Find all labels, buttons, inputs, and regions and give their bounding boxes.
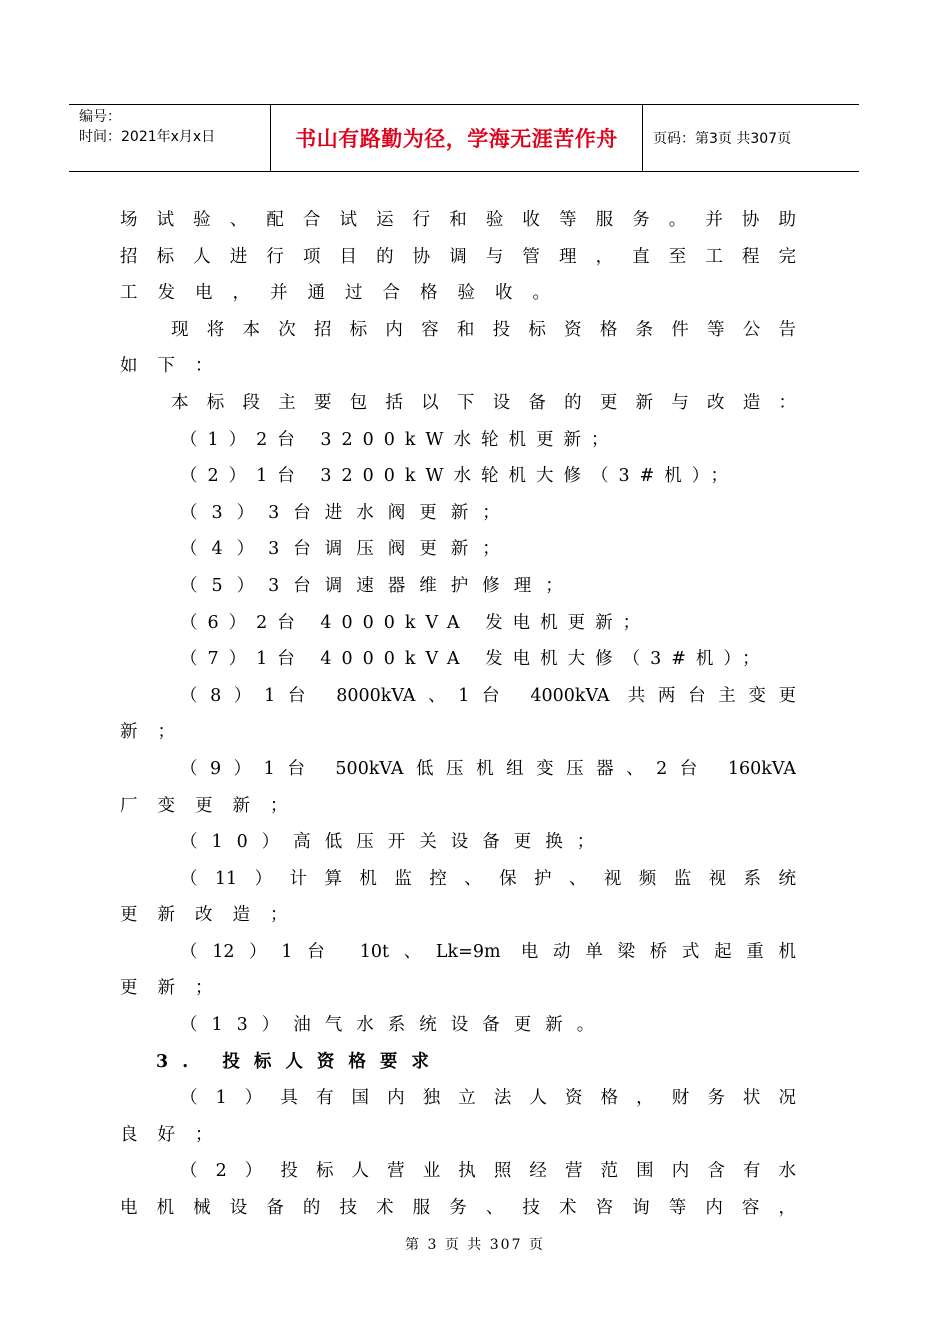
body-line: 电机械设备的技术服务、技术咨询等内容， <box>120 1198 796 1219</box>
body-line: （5）3台调速器维护修理； <box>180 575 577 596</box>
document-body <box>120 202 796 1227</box>
body-line: （10）高低压开关设备更换； <box>180 832 609 853</box>
body-line: （12）1台 10t、Lk=9m 电动单梁桥式起重机 <box>180 941 796 962</box>
body-line: （1）具有国内独立法人资格，财务状况 <box>180 1088 796 1109</box>
body-line: （1）2台 3200kW水轮机更新； <box>180 429 619 450</box>
body-line: （4）3台调压阀更新； <box>180 539 514 560</box>
body-line: 现将本次招标内容和投标资格条件等公告 <box>171 319 796 340</box>
body-line: （2）投标人营业执照经营范围内含有水 <box>180 1161 796 1182</box>
section-heading: 3. 投标人资格要求 <box>156 1051 443 1072</box>
body-line: 新； <box>120 722 195 743</box>
page-footer: 第 3 页 共 307 页 <box>405 1237 545 1253</box>
body-line: （9）1台 500kVA低压机组变压器、2台 160kVA <box>180 758 796 779</box>
body-line: （8）1台 8000kVA、1台 4000kVA 共两台主变更 <box>180 685 796 706</box>
time-label: 时间：2021年x月x日 <box>79 129 216 145</box>
header-motto: 书山有路勤为径，学海无涯苦作舟 <box>271 105 643 171</box>
body-line: 工发电，并通过合格验收。 <box>120 283 570 304</box>
body-line: 更新； <box>120 978 233 999</box>
body-line: 厂变更新； <box>120 795 308 816</box>
body-line: （6）2台 4000kVA 发电机更新； <box>180 612 651 633</box>
body-line: （3）3台进水阀更新； <box>180 502 514 523</box>
body-line: 如下： <box>120 356 233 377</box>
body-line: （2）1台 3200kW水轮机大修（3#机）； <box>180 466 739 487</box>
body-line: 本标段主要包括以下设备的更新与改造： <box>171 392 796 413</box>
header-meta <box>69 105 271 171</box>
body-line: （13）油气水系统设备更新。 <box>180 1015 609 1036</box>
body-line: 场试验、配合试运行和验收等服务。并协助 <box>120 210 796 230</box>
number-label: 编号： <box>79 109 121 125</box>
header-page-info: 页码：第3页 共307页 <box>653 131 792 147</box>
body-line: （7）1台 4000kVA 发电机大修（3#机）； <box>180 649 770 670</box>
body-line: 良好； <box>120 1124 233 1145</box>
body-line: 招标人进行项目的协调与管理，直至工程完 <box>120 246 796 267</box>
document-header <box>69 104 859 172</box>
body-line: （11）计算机监控、保护、视频监视系统 <box>180 868 796 889</box>
body-line: 更新改造； <box>120 905 308 926</box>
